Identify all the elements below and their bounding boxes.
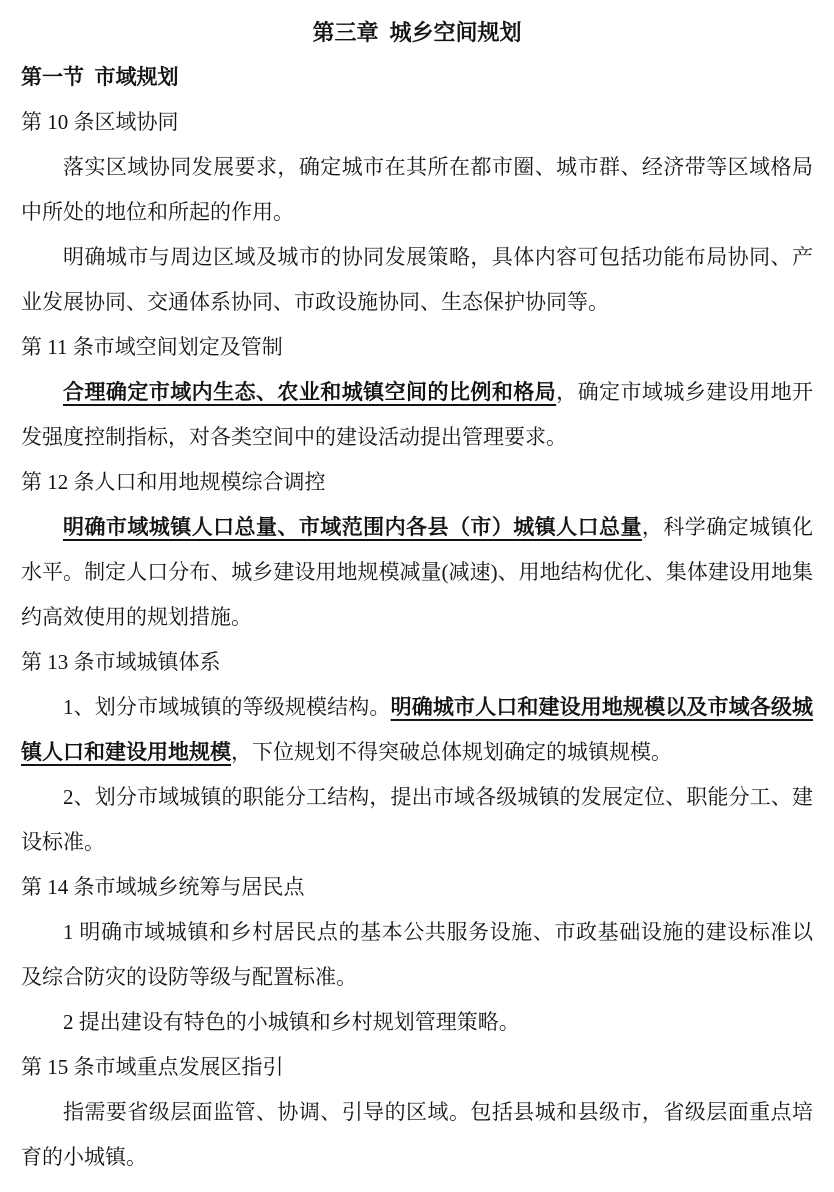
- text-run: 1 明确市域城镇和乡村居民点的基本公共服务设施、市政基础设施的建设标准以及综合防灾的设防等级与配置标准。: [21, 920, 813, 989]
- paragraph: [21, 1090, 813, 1180]
- paragraph: [21, 370, 813, 460]
- text-run: 明确城市与周边区域及城市的协同发展策略，具体内容可包括功能布局协同、产业发展协同、交通体系协同、市政设施协同、生态保护协同等。: [21, 245, 813, 314]
- emphasized-text-run: 明确城市人口和建设用地规模以及市域各级城镇人口和建设用地规模: [21, 695, 814, 764]
- text-run: 指需要省级层面监管、协调、引导的区域。包括县城和县级市，省级层面重点培育的小城镇。: [21, 1100, 813, 1169]
- article-heading: 第 15 条市域重点发展区指引: [21, 1055, 284, 1079]
- paragraph: [21, 910, 813, 1000]
- paragraph: [21, 1000, 813, 1045]
- text-run: ，科学确定城镇化水平。制定人口分布、城乡建设用地规模减量(减速)、用地结构优化、集体建设用地集约高效使用的规划措施。: [21, 515, 814, 629]
- article-heading: 第 13 条市域城镇体系: [21, 650, 221, 674]
- text-run: 2、划分市域城镇的职能分工结构，提出市域各级城镇的发展定位、职能分工、建设标准。: [21, 785, 813, 854]
- paragraph: [21, 505, 813, 640]
- article-heading: 第 14 条市域城乡统筹与居民点: [21, 875, 305, 899]
- text-run: 2 提出建设有特色的小城镇和乡村规划管理策略。: [63, 1010, 520, 1034]
- text-run: ，确定市域城乡建设用地开发强度控制指标，对各类空间中的建设活动提出管理要求。: [21, 380, 814, 449]
- article-heading: 第 10 条区域协同: [21, 110, 179, 134]
- paragraph: [21, 685, 813, 775]
- article-heading: 第 12 条人口和用地规模综合调控: [21, 470, 326, 494]
- paragraph: [21, 235, 813, 325]
- text-run: ，下位规划不得突破总体规划确定的城镇规模。: [231, 740, 672, 764]
- text-run: 落实区域协同发展要求，确定城市在其所在都市圈、城市群、经济带等区域格局中所处的地位和所起的作用。: [21, 155, 813, 224]
- section-title: 第一节 市域规划: [21, 65, 179, 89]
- article-heading: 第 11 条市域空间划定及管制: [21, 335, 283, 359]
- text-run: 1、划分市域城镇的等级规模结构。: [63, 695, 391, 719]
- document-body: [21, 100, 813, 1180]
- chapter-title: 第三章 城乡空间规划: [312, 20, 522, 45]
- paragraph: [21, 145, 813, 235]
- paragraph: [21, 775, 813, 865]
- emphasized-text-run: 合理确定市域内生态、农业和城镇空间的比例和格局: [63, 380, 557, 404]
- emphasized-text-run: 明确市域城镇人口总量、市域范围内各县（市）城镇人口总量: [63, 515, 642, 539]
